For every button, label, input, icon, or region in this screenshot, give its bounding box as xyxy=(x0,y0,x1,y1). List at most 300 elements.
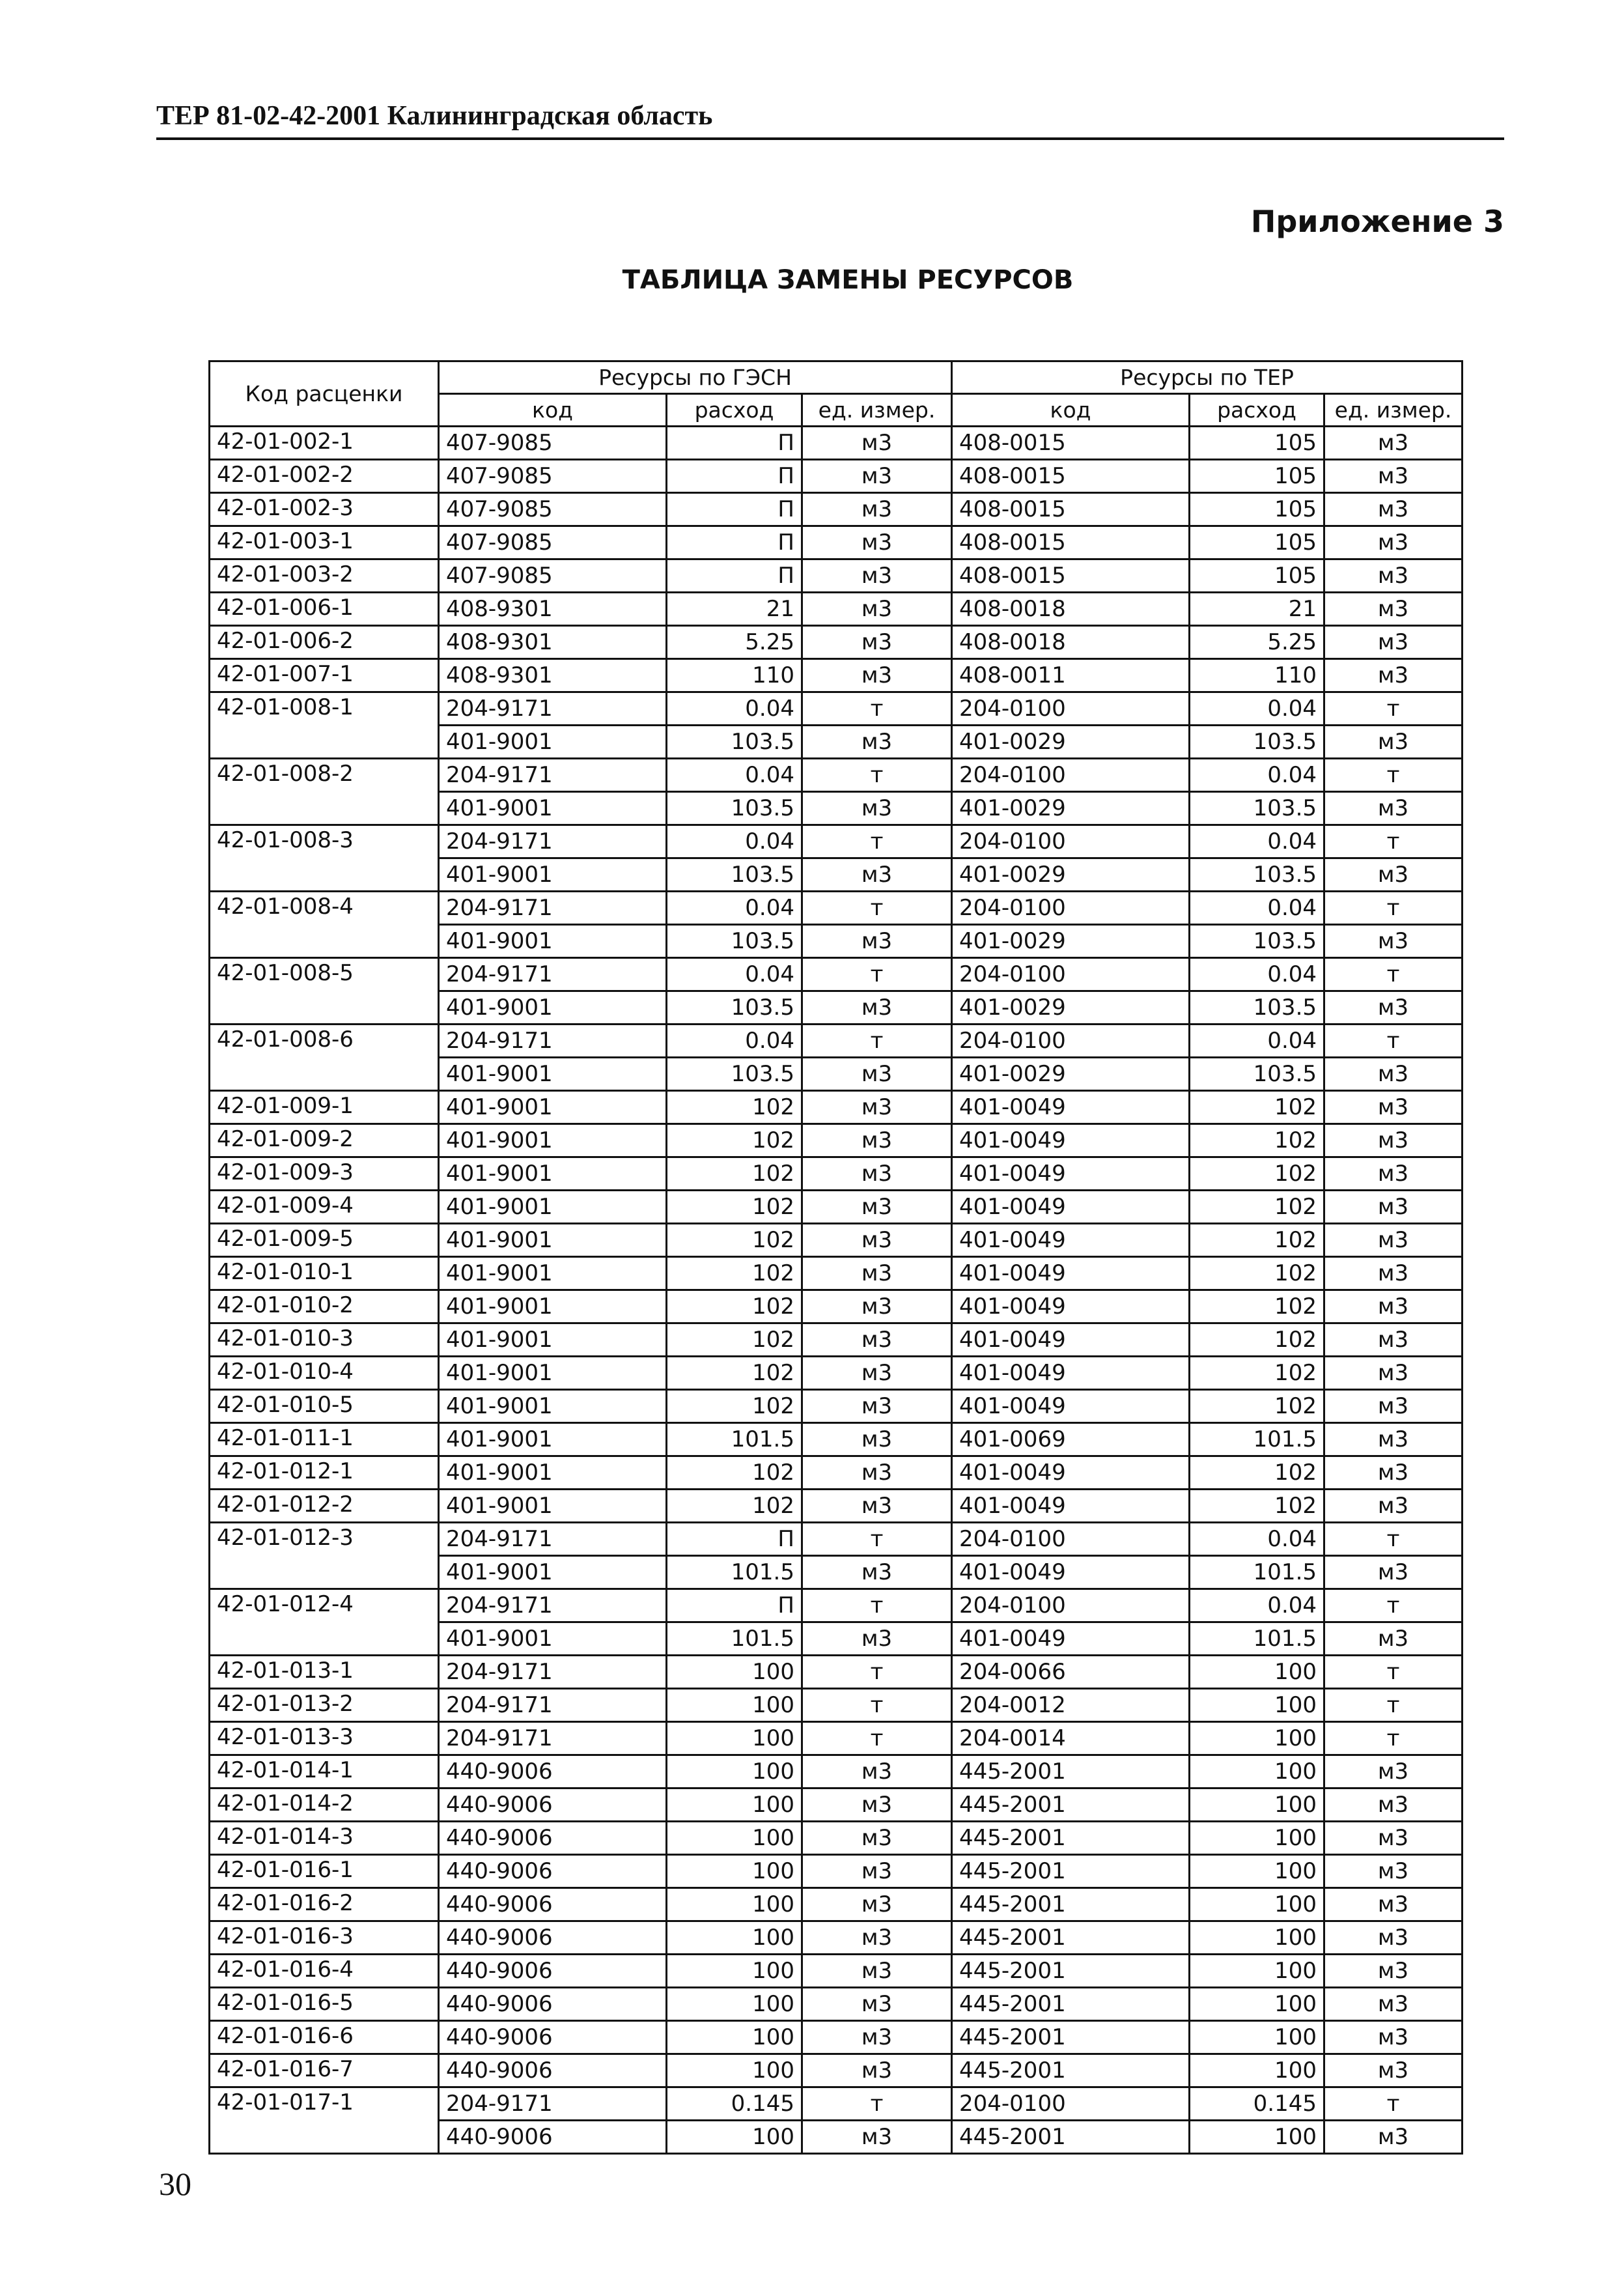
ter-code-cell: 401-0049 xyxy=(952,1191,1190,1224)
ter-code-cell: 204-0100 xyxy=(952,892,1190,925)
ter-qty-cell: 100 xyxy=(1190,1689,1324,1722)
table-row xyxy=(210,593,1463,626)
gesn-unit-cell: м3 xyxy=(802,1091,952,1124)
ter-code-cell: 401-0049 xyxy=(952,1257,1190,1290)
gesn-qty-cell: 101.5 xyxy=(667,1622,802,1656)
table-row xyxy=(210,1224,1463,1257)
ter-code-cell: 401-0029 xyxy=(952,726,1190,759)
table-row xyxy=(210,1191,1463,1224)
ter-code-cell: 408-0015 xyxy=(952,493,1190,526)
ter-code-cell: 445-2001 xyxy=(952,1855,1190,1888)
ter-qty-cell: 102 xyxy=(1190,1390,1324,1423)
ter-qty-cell: 100 xyxy=(1190,1855,1324,1888)
gesn-unit-cell: м3 xyxy=(802,1390,952,1423)
ter-unit-cell: т xyxy=(1324,958,1463,991)
ter-qty-cell: 5.25 xyxy=(1190,626,1324,659)
gesn-unit-cell: т xyxy=(802,1689,952,1722)
ter-code-cell: 408-0011 xyxy=(952,659,1190,692)
ter-unit-cell: т xyxy=(1324,1689,1463,1722)
gesn-unit-cell: т xyxy=(802,892,952,925)
gesn-code-cell: 401-9001 xyxy=(439,1556,667,1589)
gesn-code-cell: 401-9001 xyxy=(439,1490,667,1523)
table-row xyxy=(210,1988,1463,2021)
gesn-code-cell: 204-9171 xyxy=(439,1722,667,1755)
ter-unit-cell: т xyxy=(1324,692,1463,726)
gesn-code-cell: 401-9001 xyxy=(439,1157,667,1191)
ter-unit-cell: м3 xyxy=(1324,493,1463,526)
ter-unit-cell: м3 xyxy=(1324,1888,1463,1921)
table-row xyxy=(210,1755,1463,1788)
gesn-qty-cell: 0.04 xyxy=(667,1025,802,1058)
ter-code-cell: 401-0069 xyxy=(952,1423,1190,1456)
ter-unit-cell: м3 xyxy=(1324,1490,1463,1523)
ter-qty-cell: 103.5 xyxy=(1190,991,1324,1025)
ter-qty-cell: 100 xyxy=(1190,1755,1324,1788)
gesn-unit-cell: т xyxy=(802,2087,952,2121)
table-row xyxy=(210,1855,1463,1888)
gesn-qty-cell: 102 xyxy=(667,1490,802,1523)
table-row xyxy=(210,759,1463,792)
ter-unit-cell: м3 xyxy=(1324,1788,1463,1822)
gesn-qty-cell: 0.04 xyxy=(667,825,802,858)
ter-qty-cell: 100 xyxy=(1190,1988,1324,2021)
ter-qty-cell: 100 xyxy=(1190,1955,1324,1988)
gesn-unit-cell: м3 xyxy=(802,2054,952,2087)
appendix-label: Приложение 3 xyxy=(1250,204,1504,239)
ter-code-cell: 204-0066 xyxy=(952,1656,1190,1689)
rate-code-cell: 42-01-012-4 xyxy=(210,1589,439,1656)
ter-qty-cell: 110 xyxy=(1190,659,1324,692)
gesn-unit-cell: м3 xyxy=(802,792,952,825)
ter-qty-cell: 105 xyxy=(1190,493,1324,526)
gesn-qty-cell: 102 xyxy=(667,1224,802,1257)
gesn-code-cell: 401-9001 xyxy=(439,1058,667,1091)
ter-qty-cell: 102 xyxy=(1190,1157,1324,1191)
ter-unit-cell: м3 xyxy=(1324,559,1463,593)
ter-unit-cell: м3 xyxy=(1324,593,1463,626)
ter-code-cell: 408-0015 xyxy=(952,427,1190,460)
ter-unit-cell: м3 xyxy=(1324,1091,1463,1124)
gesn-code-cell: 401-9001 xyxy=(439,1622,667,1656)
ter-qty-cell: 102 xyxy=(1190,1490,1324,1523)
ter-qty-cell: 102 xyxy=(1190,1124,1324,1157)
ter-unit-cell: м3 xyxy=(1324,1191,1463,1224)
gesn-unit-cell: м3 xyxy=(802,2021,952,2054)
rate-code-cell: 42-01-017-1 xyxy=(210,2087,439,2154)
ter-code-cell: 445-2001 xyxy=(952,1788,1190,1822)
gesn-unit-cell: м3 xyxy=(802,1988,952,2021)
gesn-qty-cell: 102 xyxy=(667,1124,802,1157)
gesn-qty-cell: 102 xyxy=(667,1157,802,1191)
gesn-unit-cell: м3 xyxy=(802,1257,952,1290)
rate-code-cell: 42-01-008-5 xyxy=(210,958,439,1025)
ter-qty-cell: 100 xyxy=(1190,1921,1324,1955)
ter-code-cell: 204-0100 xyxy=(952,2087,1190,2121)
ter-qty-cell: 0.145 xyxy=(1190,2087,1324,2121)
gesn-unit-cell: т xyxy=(802,1722,952,1755)
ter-unit-cell: т xyxy=(1324,1589,1463,1622)
gesn-code-cell: 407-9085 xyxy=(439,427,667,460)
ter-code-cell: 401-0029 xyxy=(952,858,1190,892)
ter-qty-cell: 103.5 xyxy=(1190,726,1324,759)
ter-unit-cell: м3 xyxy=(1324,1556,1463,1589)
gesn-qty-cell: 100 xyxy=(667,1988,802,2021)
ter-code-cell: 408-0015 xyxy=(952,526,1190,559)
gesn-code-cell: 401-9001 xyxy=(439,1224,667,1257)
rate-code-cell: 42-01-010-4 xyxy=(210,1357,439,1390)
gesn-unit-cell: м3 xyxy=(802,1888,952,1921)
gesn-qty-cell: 100 xyxy=(667,1955,802,1988)
ter-code-cell: 445-2001 xyxy=(952,1888,1190,1921)
table-row xyxy=(210,427,1463,460)
ter-qty-cell: 100 xyxy=(1190,1722,1324,1755)
ter-code-cell: 445-2001 xyxy=(952,2121,1190,2154)
header-ter-qty: расход xyxy=(1190,394,1324,427)
gesn-code-cell: 408-9301 xyxy=(439,593,667,626)
ter-code-cell: 445-2001 xyxy=(952,1955,1190,1988)
gesn-qty-cell: 0.04 xyxy=(667,759,802,792)
header-gesn-code: код xyxy=(439,394,667,427)
rate-code-cell: 42-01-010-3 xyxy=(210,1323,439,1357)
table-row xyxy=(210,2087,1463,2121)
gesn-unit-cell: м3 xyxy=(802,1423,952,1456)
gesn-code-cell: 401-9001 xyxy=(439,1257,667,1290)
gesn-unit-cell: м3 xyxy=(802,858,952,892)
table-row xyxy=(210,493,1463,526)
table-row xyxy=(210,692,1463,726)
ter-qty-cell: 100 xyxy=(1190,1656,1324,1689)
ter-code-cell: 408-0015 xyxy=(952,559,1190,593)
gesn-unit-cell: м3 xyxy=(802,1921,952,1955)
table-row xyxy=(210,1390,1463,1423)
gesn-unit-cell: м3 xyxy=(802,1290,952,1323)
gesn-code-cell: 401-9001 xyxy=(439,1323,667,1357)
ter-unit-cell: м3 xyxy=(1324,1157,1463,1191)
ter-qty-cell: 0.04 xyxy=(1190,692,1324,726)
table-title: ТАБЛИЦА ЗАМЕНЫ РЕСУРСОВ xyxy=(622,265,1074,295)
gesn-code-cell: 401-9001 xyxy=(439,1290,667,1323)
gesn-code-cell: 440-9006 xyxy=(439,1755,667,1788)
gesn-unit-cell: м3 xyxy=(802,1788,952,1822)
gesn-code-cell: 440-9006 xyxy=(439,1888,667,1921)
rate-code-cell: 42-01-008-4 xyxy=(210,892,439,958)
gesn-code-cell: 408-9301 xyxy=(439,626,667,659)
gesn-qty-cell: 110 xyxy=(667,659,802,692)
gesn-unit-cell: м3 xyxy=(802,1157,952,1191)
gesn-code-cell: 401-9001 xyxy=(439,792,667,825)
gesn-qty-cell: 0.04 xyxy=(667,692,802,726)
gesn-qty-cell: П xyxy=(667,493,802,526)
gesn-code-cell: 204-9171 xyxy=(439,892,667,925)
gesn-unit-cell: м3 xyxy=(802,2121,952,2154)
ter-unit-cell: м3 xyxy=(1324,1955,1463,1988)
ter-unit-cell: м3 xyxy=(1324,726,1463,759)
gesn-unit-cell: м3 xyxy=(802,493,952,526)
gesn-qty-cell: 21 xyxy=(667,593,802,626)
gesn-code-cell: 440-9006 xyxy=(439,1955,667,1988)
running-header: ТЕР 81-02-42-2001 Калининградская область xyxy=(156,101,713,131)
gesn-unit-cell: т xyxy=(802,1025,952,1058)
rate-code-cell: 42-01-008-1 xyxy=(210,692,439,759)
ter-code-cell: 401-0049 xyxy=(952,1357,1190,1390)
rate-code-cell: 42-01-008-2 xyxy=(210,759,439,825)
ter-qty-cell: 105 xyxy=(1190,427,1324,460)
gesn-qty-cell: 100 xyxy=(667,2054,802,2087)
gesn-code-cell: 401-9001 xyxy=(439,1456,667,1490)
ter-code-cell: 401-0049 xyxy=(952,1490,1190,1523)
gesn-unit-cell: м3 xyxy=(802,1456,952,1490)
gesn-unit-cell: м3 xyxy=(802,1490,952,1523)
table-row xyxy=(210,892,1463,925)
ter-qty-cell: 102 xyxy=(1190,1257,1324,1290)
gesn-unit-cell: т xyxy=(802,759,952,792)
ter-code-cell: 204-0100 xyxy=(952,825,1190,858)
ter-qty-cell: 100 xyxy=(1190,1822,1324,1855)
gesn-qty-cell: 101.5 xyxy=(667,1423,802,1456)
rate-code-cell: 42-01-003-1 xyxy=(210,526,439,559)
ter-code-cell: 401-0049 xyxy=(952,1556,1190,1589)
gesn-qty-cell: 102 xyxy=(667,1357,802,1390)
gesn-code-cell: 440-9006 xyxy=(439,1921,667,1955)
gesn-qty-cell: 103.5 xyxy=(667,792,802,825)
gesn-qty-cell: 101.5 xyxy=(667,1556,802,1589)
ter-qty-cell: 102 xyxy=(1190,1456,1324,1490)
ter-qty-cell: 100 xyxy=(1190,1888,1324,1921)
rate-code-cell: 42-01-012-2 xyxy=(210,1490,439,1523)
ter-unit-cell: м3 xyxy=(1324,526,1463,559)
table-row xyxy=(210,626,1463,659)
rate-code-cell: 42-01-016-1 xyxy=(210,1855,439,1888)
gesn-unit-cell: м3 xyxy=(802,1556,952,1589)
ter-unit-cell: т xyxy=(1324,1722,1463,1755)
gesn-code-cell: 401-9001 xyxy=(439,925,667,958)
rate-code-cell: 42-01-016-3 xyxy=(210,1921,439,1955)
rate-code-cell: 42-01-013-2 xyxy=(210,1689,439,1722)
gesn-code-cell: 440-9006 xyxy=(439,2054,667,2087)
ter-qty-cell: 21 xyxy=(1190,593,1324,626)
gesn-unit-cell: м3 xyxy=(802,1822,952,1855)
table-row xyxy=(210,659,1463,692)
ter-unit-cell: т xyxy=(1324,1656,1463,1689)
gesn-code-cell: 440-9006 xyxy=(439,1988,667,2021)
rate-code-cell: 42-01-006-2 xyxy=(210,626,439,659)
ter-unit-cell: т xyxy=(1324,759,1463,792)
ter-unit-cell: м3 xyxy=(1324,1124,1463,1157)
ter-unit-cell: м3 xyxy=(1324,1988,1463,2021)
ter-code-cell: 401-0049 xyxy=(952,1390,1190,1423)
header-ter-resources: Ресурсы по ТЕР xyxy=(952,361,1463,394)
ter-qty-cell: 102 xyxy=(1190,1357,1324,1390)
gesn-qty-cell: 100 xyxy=(667,2021,802,2054)
ter-code-cell: 401-0049 xyxy=(952,1224,1190,1257)
rate-code-cell: 42-01-016-6 xyxy=(210,2021,439,2054)
rate-code-cell: 42-01-007-1 xyxy=(210,659,439,692)
gesn-qty-cell: П xyxy=(667,526,802,559)
ter-code-cell: 401-0029 xyxy=(952,991,1190,1025)
table-row xyxy=(210,1888,1463,1921)
gesn-code-cell: 440-9006 xyxy=(439,1855,667,1888)
gesn-qty-cell: П xyxy=(667,1523,802,1556)
gesn-code-cell: 204-9171 xyxy=(439,958,667,991)
resource-replacement-table xyxy=(208,360,1463,2155)
ter-code-cell: 408-0015 xyxy=(952,460,1190,493)
ter-unit-cell: м3 xyxy=(1324,2021,1463,2054)
gesn-unit-cell: м3 xyxy=(802,1323,952,1357)
gesn-qty-cell: 0.04 xyxy=(667,958,802,991)
gesn-code-cell: 440-9006 xyxy=(439,2121,667,2154)
ter-code-cell: 204-0100 xyxy=(952,1589,1190,1622)
ter-qty-cell: 101.5 xyxy=(1190,1423,1324,1456)
ter-code-cell: 204-0100 xyxy=(952,1523,1190,1556)
ter-code-cell: 445-2001 xyxy=(952,2021,1190,2054)
ter-code-cell: 401-0049 xyxy=(952,1157,1190,1191)
gesn-qty-cell: 5.25 xyxy=(667,626,802,659)
gesn-unit-cell: т xyxy=(802,825,952,858)
table-row xyxy=(210,1091,1463,1124)
table-row xyxy=(210,1124,1463,1157)
ter-unit-cell: м3 xyxy=(1324,2121,1463,2154)
ter-code-cell: 401-0049 xyxy=(952,1456,1190,1490)
table-row xyxy=(210,1490,1463,1523)
rate-code-cell: 42-01-010-5 xyxy=(210,1390,439,1423)
gesn-qty-cell: 103.5 xyxy=(667,1058,802,1091)
ter-unit-cell: т xyxy=(1324,1025,1463,1058)
gesn-qty-cell: 100 xyxy=(667,1755,802,1788)
gesn-code-cell: 204-9171 xyxy=(439,1656,667,1689)
gesn-unit-cell: м3 xyxy=(802,559,952,593)
ter-unit-cell: т xyxy=(1324,1523,1463,1556)
ter-code-cell: 445-2001 xyxy=(952,1822,1190,1855)
ter-code-cell: 401-0049 xyxy=(952,1622,1190,1656)
gesn-code-cell: 401-9001 xyxy=(439,1191,667,1224)
gesn-unit-cell: м3 xyxy=(802,1058,952,1091)
gesn-code-cell: 204-9171 xyxy=(439,1689,667,1722)
ter-code-cell: 204-0100 xyxy=(952,692,1190,726)
table-row xyxy=(210,526,1463,559)
table-row xyxy=(210,1423,1463,1456)
ter-qty-cell: 0.04 xyxy=(1190,759,1324,792)
ter-code-cell: 401-0029 xyxy=(952,925,1190,958)
ter-unit-cell: м3 xyxy=(1324,1755,1463,1788)
ter-unit-cell: м3 xyxy=(1324,1855,1463,1888)
rate-code-cell: 42-01-012-1 xyxy=(210,1456,439,1490)
ter-qty-cell: 103.5 xyxy=(1190,858,1324,892)
rate-code-cell: 42-01-009-4 xyxy=(210,1191,439,1224)
gesn-unit-cell: м3 xyxy=(802,1755,952,1788)
ter-qty-cell: 0.04 xyxy=(1190,1589,1324,1622)
gesn-code-cell: 401-9001 xyxy=(439,1091,667,1124)
gesn-qty-cell: 102 xyxy=(667,1456,802,1490)
table-row xyxy=(210,1656,1463,1689)
ter-code-cell: 204-0100 xyxy=(952,958,1190,991)
ter-code-cell: 204-0100 xyxy=(952,759,1190,792)
rate-code-cell: 42-01-009-1 xyxy=(210,1091,439,1124)
ter-unit-cell: м3 xyxy=(1324,1921,1463,1955)
gesn-code-cell: 204-9171 xyxy=(439,1523,667,1556)
gesn-code-cell: 401-9001 xyxy=(439,726,667,759)
gesn-unit-cell: т xyxy=(802,1589,952,1622)
gesn-qty-cell: 102 xyxy=(667,1091,802,1124)
gesn-code-cell: 204-9171 xyxy=(439,759,667,792)
gesn-qty-cell: П xyxy=(667,559,802,593)
gesn-unit-cell: м3 xyxy=(802,460,952,493)
ter-qty-cell: 105 xyxy=(1190,460,1324,493)
ter-code-cell: 401-0049 xyxy=(952,1323,1190,1357)
ter-code-cell: 401-0029 xyxy=(952,792,1190,825)
gesn-qty-cell: 102 xyxy=(667,1323,802,1357)
rate-code-cell: 42-01-014-3 xyxy=(210,1822,439,1855)
gesn-qty-cell: 102 xyxy=(667,1191,802,1224)
ter-qty-cell: 101.5 xyxy=(1190,1556,1324,1589)
gesn-qty-cell: 0.145 xyxy=(667,2087,802,2121)
table-row xyxy=(210,1722,1463,1755)
gesn-unit-cell: м3 xyxy=(802,726,952,759)
gesn-unit-cell: т xyxy=(802,1523,952,1556)
ter-qty-cell: 0.04 xyxy=(1190,825,1324,858)
table-body xyxy=(210,427,1463,2154)
ter-unit-cell: м3 xyxy=(1324,1622,1463,1656)
ter-qty-cell: 103.5 xyxy=(1190,925,1324,958)
rate-code-cell: 42-01-006-1 xyxy=(210,593,439,626)
ter-qty-cell: 101.5 xyxy=(1190,1622,1324,1656)
ter-code-cell: 401-0049 xyxy=(952,1290,1190,1323)
gesn-unit-cell: м3 xyxy=(802,1955,952,1988)
table-row xyxy=(210,559,1463,593)
rate-code-cell: 42-01-016-7 xyxy=(210,2054,439,2087)
ter-qty-cell: 100 xyxy=(1190,2054,1324,2087)
rate-code-cell: 42-01-010-2 xyxy=(210,1290,439,1323)
table-row xyxy=(210,2054,1463,2087)
rate-code-cell: 42-01-013-3 xyxy=(210,1722,439,1755)
gesn-unit-cell: м3 xyxy=(802,626,952,659)
ter-unit-cell: м3 xyxy=(1324,2054,1463,2087)
gesn-code-cell: 204-9171 xyxy=(439,692,667,726)
gesn-qty-cell: 100 xyxy=(667,1722,802,1755)
ter-code-cell: 204-0100 xyxy=(952,1025,1190,1058)
ter-unit-cell: м3 xyxy=(1324,626,1463,659)
table-row xyxy=(210,1025,1463,1058)
table-row xyxy=(210,1921,1463,1955)
gesn-unit-cell: м3 xyxy=(802,1191,952,1224)
gesn-code-cell: 407-9085 xyxy=(439,493,667,526)
ter-unit-cell: м3 xyxy=(1324,1224,1463,1257)
table-row xyxy=(210,825,1463,858)
table-row xyxy=(210,1357,1463,1390)
ter-code-cell: 204-0012 xyxy=(952,1689,1190,1722)
gesn-code-cell: 407-9085 xyxy=(439,460,667,493)
table-row xyxy=(210,460,1463,493)
ter-code-cell: 445-2001 xyxy=(952,2054,1190,2087)
ter-code-cell: 445-2001 xyxy=(952,1755,1190,1788)
rate-code-cell: 42-01-011-1 xyxy=(210,1423,439,1456)
ter-unit-cell: м3 xyxy=(1324,427,1463,460)
gesn-code-cell: 204-9171 xyxy=(439,2087,667,2121)
ter-unit-cell: м3 xyxy=(1324,792,1463,825)
ter-unit-cell: т xyxy=(1324,825,1463,858)
ter-qty-cell: 102 xyxy=(1190,1323,1324,1357)
gesn-unit-cell: м3 xyxy=(802,1855,952,1888)
ter-unit-cell: м3 xyxy=(1324,991,1463,1025)
gesn-code-cell: 401-9001 xyxy=(439,1357,667,1390)
gesn-unit-cell: м3 xyxy=(802,925,952,958)
gesn-qty-cell: 100 xyxy=(667,2121,802,2154)
ter-qty-cell: 105 xyxy=(1190,526,1324,559)
ter-unit-cell: м3 xyxy=(1324,1323,1463,1357)
header-rate-code: Код расценки xyxy=(210,361,439,427)
table-row xyxy=(210,1689,1463,1722)
ter-code-cell: 401-0049 xyxy=(952,1124,1190,1157)
page-number: 30 xyxy=(159,2166,191,2202)
